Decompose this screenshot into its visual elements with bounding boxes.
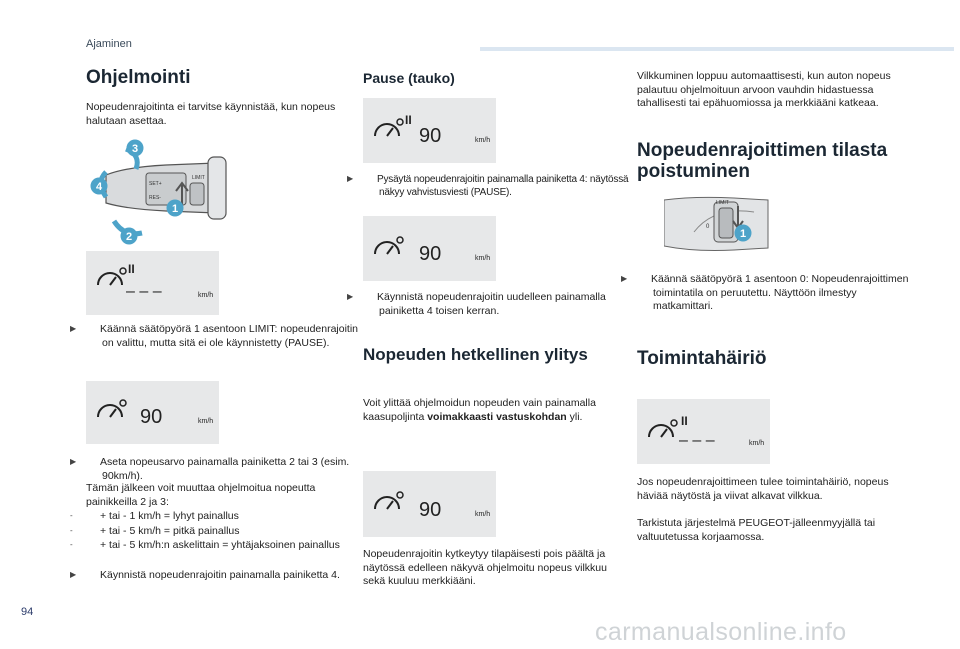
speedometer-icon xyxy=(649,420,677,437)
speedometer-icon xyxy=(98,400,126,417)
speedometer-icon xyxy=(375,492,403,509)
speedometer-icon xyxy=(98,268,126,285)
svg-text:km/h: km/h xyxy=(475,255,491,262)
step-set-speed: ▶ Aseta nopeusarvo painamalla painiketta 2 tai 3 (esim. 90km/h). xyxy=(70,456,350,482)
section-title-ohjelmointi: Ohjelmointi xyxy=(86,67,191,88)
fault-text: Jos nopeudenrajoittimeen tulee toimintahäiriö, nopeus häviää näytöstä ja viivat alkavat vilkkua. xyxy=(637,476,889,502)
section-title-fault: Toimintahäiriö xyxy=(637,348,767,369)
display-pause xyxy=(363,98,496,163)
lever-illustration-exit xyxy=(664,192,772,254)
display-fault xyxy=(637,399,770,464)
page-number: 94 xyxy=(21,606,34,618)
svg-text:RES-: RES- xyxy=(149,195,161,201)
svg-text:km/h: km/h xyxy=(475,137,491,144)
svg-text:4: 4 xyxy=(95,181,103,193)
display-dashes xyxy=(86,251,219,315)
blink-text: Vilkkuminen loppuu automaattisesti, kun auton nopeus palautuu ohjelmoituun arvoon vauhdin hidastuessa tahallisesti tai epähuomiossa ja merkkiääni katkeaa. xyxy=(637,70,891,109)
step-exit: ▶ Käännä säätöpyörä 1 asentoon 0: Nopeudenrajoittimen toimintatila on peruutettu. Näyttöön ilmestyy matkamittari. xyxy=(621,273,909,312)
section-title-pause: Pause (tauko) xyxy=(363,70,455,86)
step-resume: ▶ Käynnistä nopeudenrajoitin uudelleen painamalla painiketta 4 toisen kerran. xyxy=(347,291,606,317)
overspeed-text: Voit ylittää ohjelmoidun nopeuden vain painamalla kaasupoljinta voimakkaasti vastuskohdan yli. xyxy=(363,397,596,423)
para-modify: Tämän jälkeen voit muuttaa ohjelmoitua nopeutta painikkeilla 2 ja 3: xyxy=(86,482,316,508)
svg-text:km/h: km/h xyxy=(198,418,214,425)
svg-text:II: II xyxy=(128,262,135,276)
overspeed-result: Nopeudenrajoitin kytkeytyy tilapäisesti pois päältä ja näytössä edelleen näkyvä ohjelmoitu nopeus vilkkuu sekä kuuluu merkkiääni. xyxy=(363,548,607,587)
display-speed xyxy=(86,381,219,444)
svg-text:– – –: – – – xyxy=(126,283,162,300)
step-pause: ▶ Pysäytä nopeudenrajoitin painamalla painiketta 4: näytössä näkyy vahvistusviesti (PAUSE). xyxy=(347,174,629,198)
intro-text: Nopeudenrajoitinta ei tarvitse käynnistää, kun nopeus halutaan asettaa. xyxy=(86,101,336,127)
svg-text:LIMIT: LIMIT xyxy=(192,175,205,181)
svg-text:3: 3 xyxy=(131,143,139,155)
modify-list xyxy=(70,509,348,553)
list-item: - + tai - 5 km/h:n askelittain = yhtäjaksoinen painallus xyxy=(70,539,340,551)
svg-text:II: II xyxy=(405,113,412,127)
speedometer-icon xyxy=(375,119,403,136)
badge-4 xyxy=(90,177,108,200)
display-overspeed xyxy=(363,471,496,537)
svg-text:SET+: SET+ xyxy=(149,181,162,187)
step-activate: ▶ Käynnistä nopeudenrajoitin painamalla painiketta 4. xyxy=(70,569,340,581)
arrow-icon: ▶ xyxy=(621,274,628,283)
svg-text:km/h: km/h xyxy=(749,440,765,447)
svg-text:II: II xyxy=(681,414,688,428)
svg-text:km/h: km/h xyxy=(198,292,214,299)
header-bar xyxy=(480,47,954,51)
badge-1 xyxy=(734,224,752,247)
svg-text:1: 1 xyxy=(739,228,747,240)
svg-text:– – –: – – – xyxy=(679,432,715,449)
arrow-icon: ▶ xyxy=(347,174,353,183)
section-header: Ajaminen xyxy=(86,38,132,50)
list-item: - + tai - 5 km/h = pitkä painallus xyxy=(70,524,240,537)
svg-text:0: 0 xyxy=(706,224,710,230)
watermark: carmanualsonline.info xyxy=(595,618,847,646)
arrow-icon: ▶ xyxy=(347,292,354,301)
step-limit: ▶ Käännä säätöpyörä 1 asentoon LIMIT: nopeudenrajoitin on valittu, mutta sitä ei ole käynnistetty (PAUSE). xyxy=(70,323,359,349)
svg-text:90: 90 xyxy=(419,499,442,521)
list-item: - + tai - 1 km/h = lyhyt painallus xyxy=(70,510,239,522)
svg-text:1: 1 xyxy=(171,203,179,215)
svg-text:90: 90 xyxy=(140,406,163,428)
arrow-icon: ▶ xyxy=(70,324,77,333)
svg-text:90: 90 xyxy=(419,243,442,265)
badge-1 xyxy=(166,199,184,222)
display-resume xyxy=(363,216,496,281)
arrow-icon: ▶ xyxy=(70,457,77,466)
badge-2 xyxy=(120,227,138,250)
svg-text:LIMIT: LIMIT xyxy=(716,200,729,206)
arrow-icon: ▶ xyxy=(70,570,77,579)
svg-text:km/h: km/h xyxy=(475,511,491,518)
speedometer-icon xyxy=(375,237,403,254)
svg-text:90: 90 xyxy=(419,125,442,147)
fault-service-text: Tarkistuta järjestelmä PEUGEOT-jälleenmyyjällä tai valtuutetussa korjaamossa. xyxy=(637,517,876,543)
lever-illustration xyxy=(86,137,246,247)
badge-3 xyxy=(126,139,144,162)
svg-text:2: 2 xyxy=(125,231,133,243)
section-title-overspeed: Nopeuden hetkellinen ylitys xyxy=(363,345,588,364)
section-title-exit: Nopeudenrajoittimen tilasta poistuminen xyxy=(637,140,888,182)
